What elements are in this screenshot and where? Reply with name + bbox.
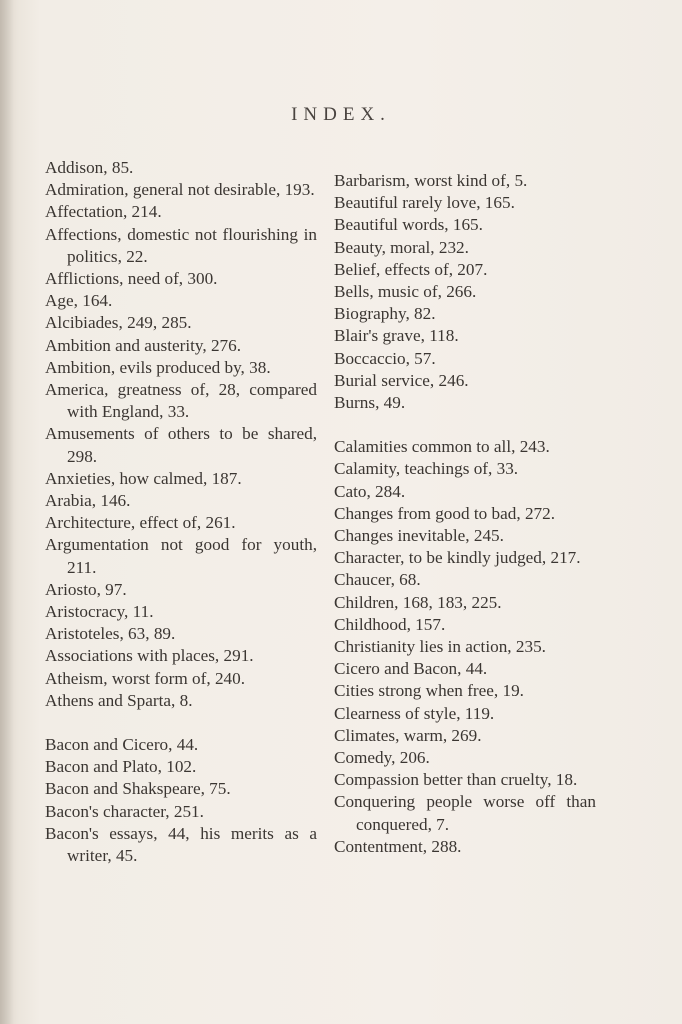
index-entry: Calamities common to all, 243. (334, 437, 550, 457)
index-entry: Character, to be kindly judged, 217. (334, 548, 581, 568)
index-entry: America, greatness of, 28, compared with England, 33. (45, 380, 317, 422)
index-entry: Bells, music of, 266. (334, 282, 477, 302)
index-entry: Associations with places, 291. (45, 646, 254, 666)
index-entry: Amusements of others to be shared, 298. (45, 424, 317, 466)
index-entry: Changes inevitable, 245. (334, 526, 504, 546)
index-entry: Architecture, effect of, 261. (45, 513, 236, 533)
index-entry: Alcibiades, 249, 285. (45, 313, 192, 333)
index-entry: Cato, 284. (334, 481, 406, 501)
index-entry: Conquering people worse off than conquered, 7. (334, 792, 596, 834)
index-entry: Christianity lies in action, 235. (334, 637, 546, 657)
index-entry: Belief, effects of, 207. (334, 259, 488, 279)
index-entry: Ariosto, 97. (45, 579, 127, 599)
index-entry: Affectation, 214. (45, 202, 162, 222)
index-entry: Bacon and Shakspeare, 75. (45, 779, 231, 799)
index-entry: Age, 164. (45, 291, 113, 311)
index-entry: Cicero and Bacon, 44. (334, 659, 488, 679)
binding-shadow (0, 0, 14, 1024)
index-entry: Arabia, 146. (45, 491, 131, 511)
index-entry: Bacon and Cicero, 44. (45, 735, 199, 755)
index-entry: Afflictions, need of, 300. (45, 269, 218, 289)
index-entry: Children, 168, 183, 225. (334, 592, 502, 612)
index-entry: Compassion better than cruelty, 18. (334, 770, 578, 790)
index-entry: Aristoteles, 63, 89. (45, 624, 176, 644)
index-entry: Beauty, moral, 232. (334, 237, 469, 257)
index-entry: Climates, warm, 269. (334, 725, 482, 745)
index-entry: Anxieties, how calmed, 187. (45, 468, 242, 488)
index-entry: Burial service, 246. (334, 370, 469, 390)
left-column (45, 157, 317, 867)
index-entry: Clearness of style, 119. (334, 703, 495, 723)
index-entry: Aristocracy, 11. (45, 602, 154, 622)
index-entry: Bacon and Plato, 102. (45, 757, 197, 777)
index-entry: Ambition, evils produced by, 38. (45, 357, 271, 377)
index-entry: Affections, domestic not flourishing in politics, 22. (45, 224, 317, 266)
index-entry: Bacon's essays, 44, his merits as a writer, 45. (45, 823, 317, 866)
index-entry: Beautiful rarely love, 165. (334, 193, 515, 213)
index-entry: Bacon's character, 251. (45, 801, 204, 821)
index-entry: Athens and Sparta, 8. (45, 690, 193, 710)
index-entry: Contentment, 288. (334, 836, 462, 856)
index-entry: Comedy, 206. (334, 748, 430, 768)
index-entry: Changes from good to bad, 272. (334, 503, 556, 523)
page-heading: INDEX. (291, 104, 391, 125)
index-entry: Biography, 82. (334, 304, 436, 324)
index-entry: Calamity, teachings of, 33. (334, 459, 519, 479)
index-entry: Argumentation not good for youth, 211. (45, 535, 317, 577)
index-entry: Atheism, worst form of, 240. (45, 668, 246, 688)
index-entry: Barbarism, worst kind of, 5. (334, 171, 528, 190)
section-gap (334, 414, 596, 436)
index-entry: Blair's grave, 118. (334, 326, 459, 346)
index-entry: Cities strong when free, 19. (334, 681, 524, 701)
section-gap (45, 712, 317, 734)
index-entry: Admiration, general not desirable, 193. (45, 180, 315, 200)
index-entry: Chaucer, 68. (334, 570, 421, 590)
right-column (334, 170, 596, 858)
index-entry: Addison, 85. (45, 158, 134, 177)
index-entry: Boccaccio, 57. (334, 348, 436, 368)
index-entry: Burns, 49. (334, 393, 406, 413)
index-entry: Ambition and austerity, 276. (45, 335, 242, 355)
index-entry: Beautiful words, 165. (334, 215, 483, 235)
index-entry: Childhood, 157. (334, 614, 446, 634)
